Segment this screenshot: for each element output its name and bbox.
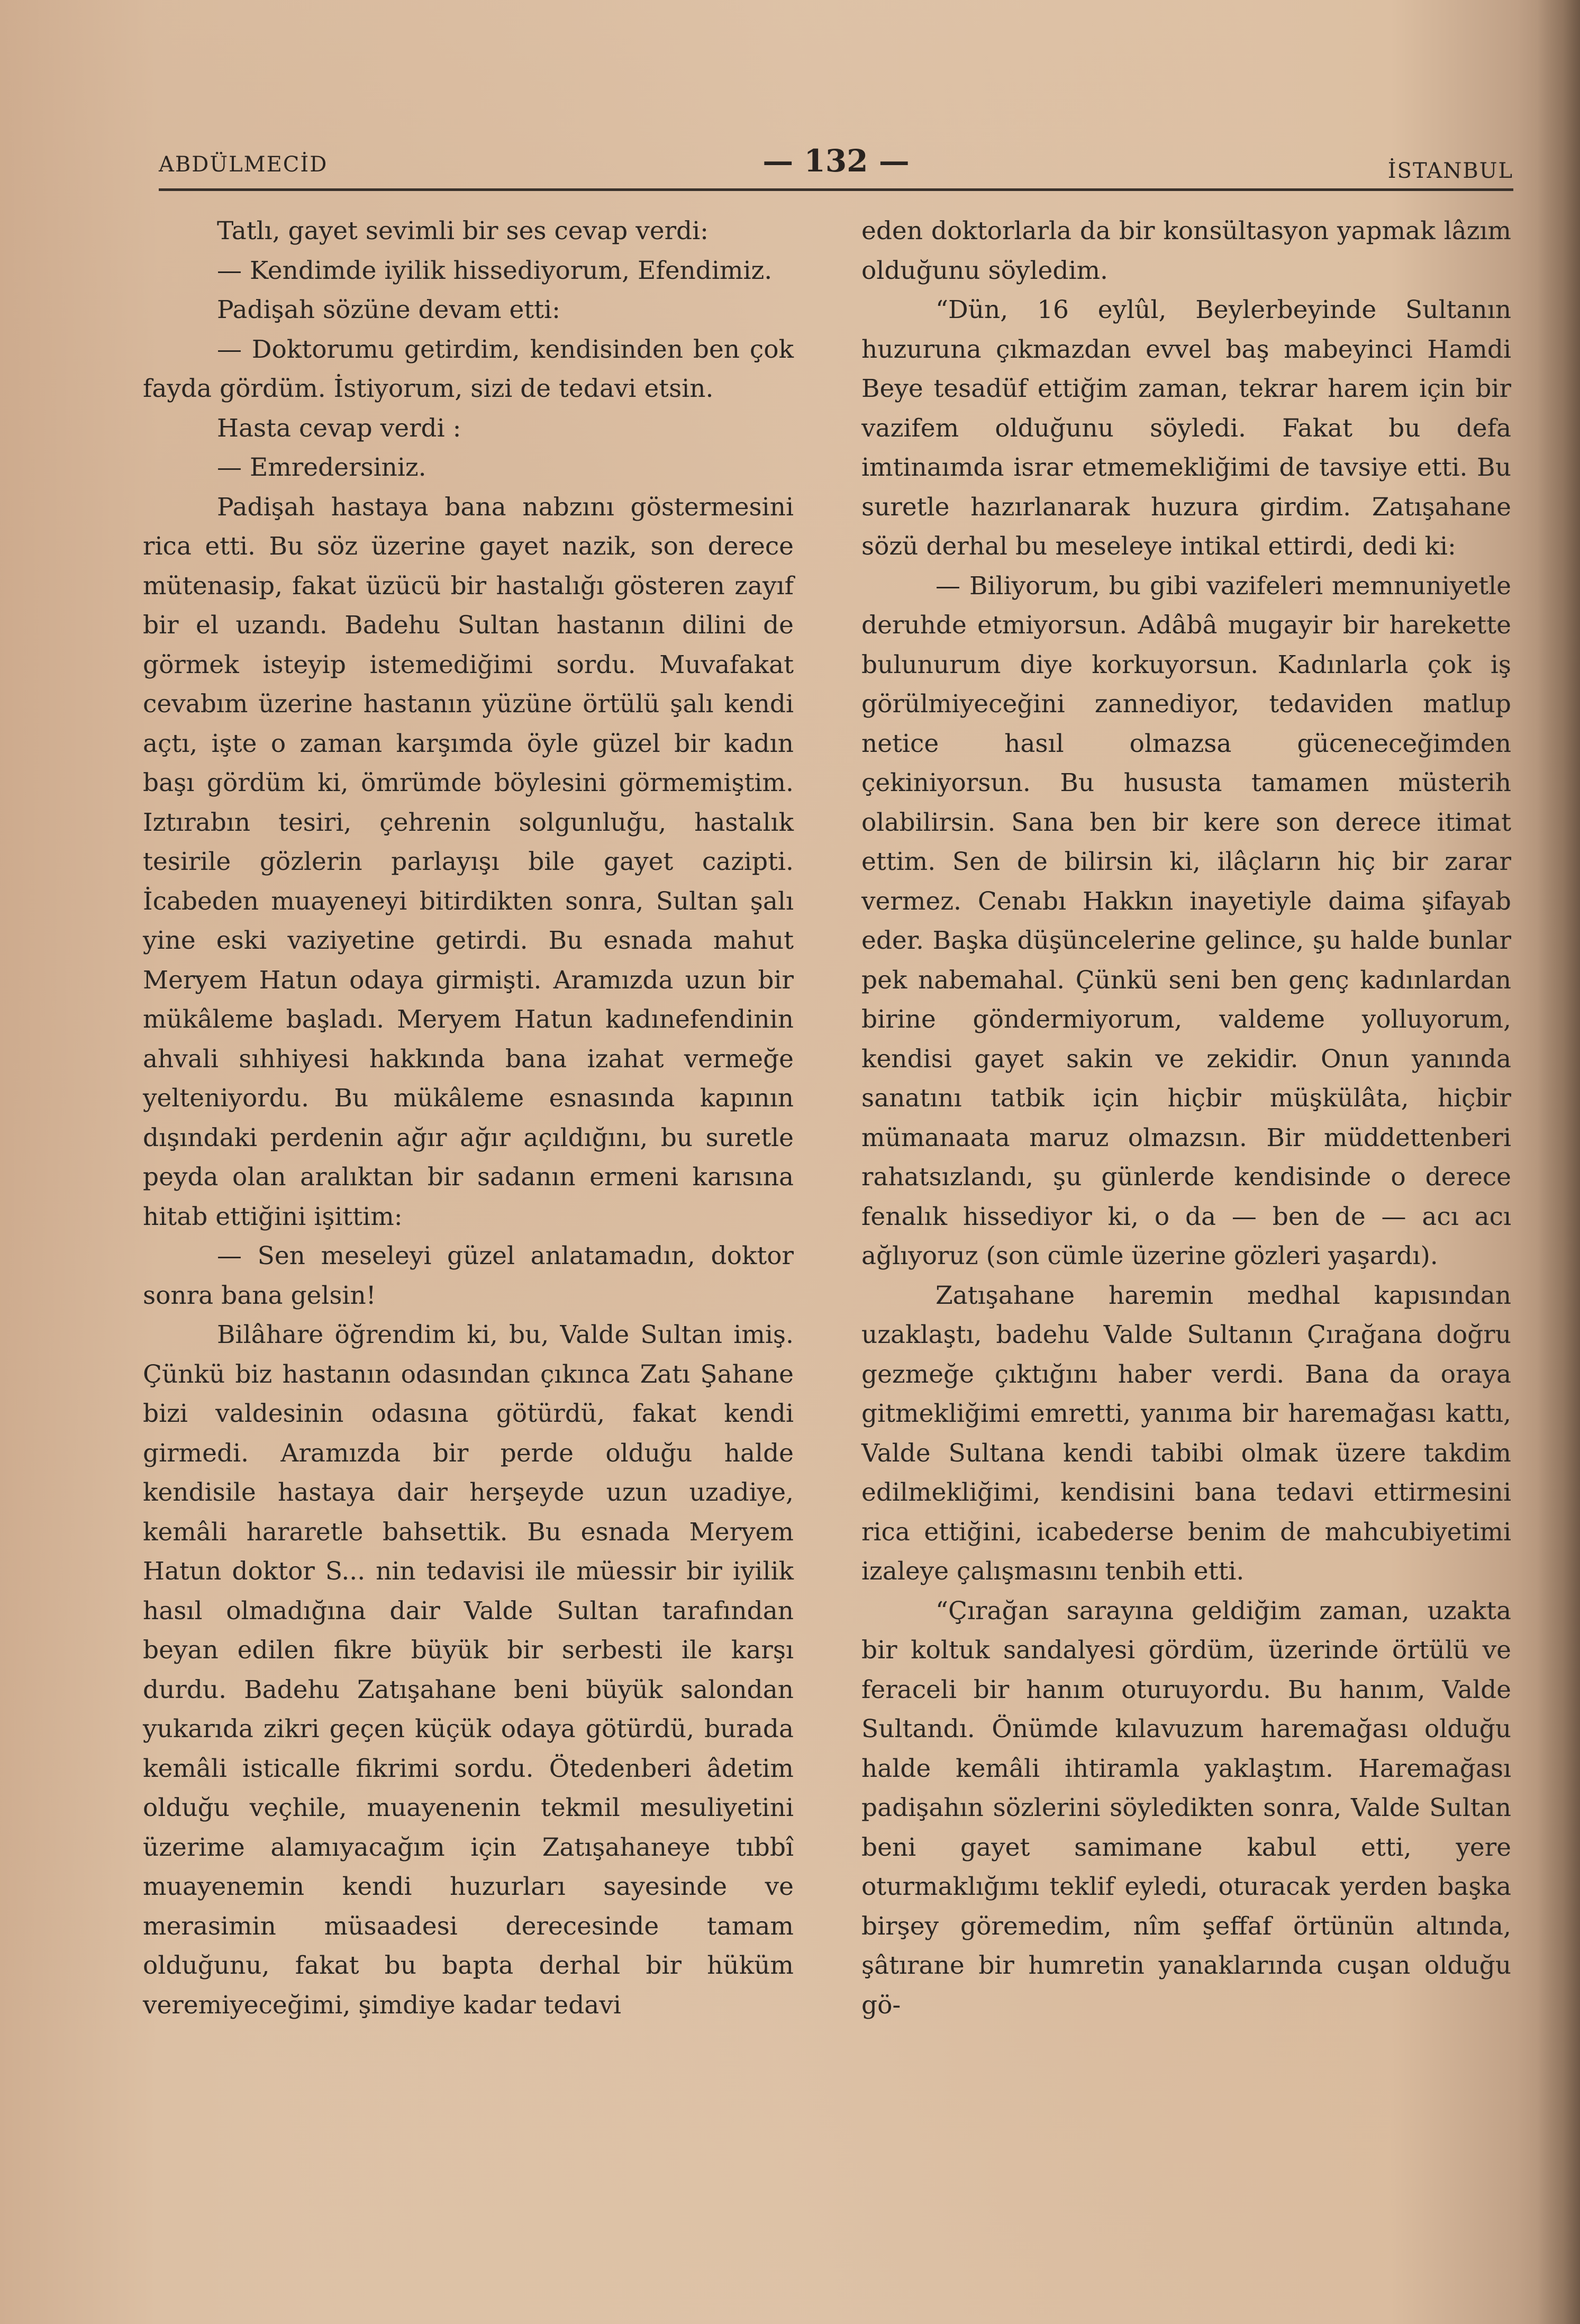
left-column [143, 212, 794, 2025]
header-left: ABDÜLMECİD [159, 152, 328, 177]
paragraph: — Emredersiniz. [217, 453, 426, 482]
paragraph: — Biliyorum, bu gibi vazifeleri memnuniyetle deruhde etmiyorsun. Adâbâ mugayir bir harekette bulunurum diye korkuyorsun. Kadınlarla çok iş görülmiyeceğini zannediyor, tedaviden matlup netice hasıl olmazsa güceneceğimden çekiniyorsun. Bu hususta tamamen müsterih olabilirsin. Sana ben bir kere son derece itimat ettim. Sen de bilirsin ki, ilâçların hiç bir zarar vermez. Cenabı Hakkın inayetiyle daima şifayab eder. Başka düşüncelerine gelince, şu halde bunlar pek nabemahal. Çünkü seni ben genç kadınlardan birine göndermiyorum, valdeme yolluyorum, kendisi gayet sakin ve zekidir. Onun yanında sanatını tatbik için hiçbir müşkülâta, hiçbir mümanaata maruz olmazsın. Bir müddettenberi rahatsızlandı, şu günlerde kendisinde o derece fenalık hissediyor ki, o da — ben de — acı acı ağlıyoruz (son cümle üzerine gözleri yaşardı). [861, 571, 1511, 1270]
paragraph: Tatlı, gayet sevimli bir ses cevap verdi: [217, 216, 709, 246]
header-rule [159, 188, 1513, 191]
header-right: İSTANBUL [1387, 159, 1513, 183]
page-number: — 132 — [762, 143, 910, 179]
paragraph: — Sen meseleyi güzel anlatamadın, doktor sonra bana gelsin! [143, 1241, 794, 1310]
right-column [861, 212, 1511, 2025]
paragraph: Padişah hastaya bana nabzını göstermesini rica etti. Bu söz üzerine gayet nazik, son derece mütenasip, fakat üzücü bir hastalığı gösteren zayıf bir el uzandı. Badehu Sultan hastanın dilini de görmek isteyip istemediğimi sordu. Muvafakat cevabım üzerine hastanın yüzüne örtülü şalı kendi açtı, işte o zaman karşımda öyle güzel bir kadın başı gördüm ki, ömrümde böylesini görmemiştim. Iztırabın tesiri, çehrenin solgunluğu, hastalık tesirile gözlerin parlayışı bile gayet cazipti. İcabeden muayeneyi bitirdikten sonra, Sultan şalı yine eski vaziyetine getirdi. Bu esnada mahut Meryem Hatun odaya girmişti. Aramızda uzun bir mükâleme başladı. Meryem Hatun kadınefendinin ahvali sıhhiyesi hakkında bana izahat vermeğe yelteniyordu. Bu mükâleme esnasında kapının dışındaki perdenin ağır ağır açıldığını, bu suretle peyda olan aralıktan bir sadanın ermeni karısına hitab ettiğini işittim: [143, 492, 794, 1231]
paragraph: Hasta cevap verdi : [217, 413, 461, 443]
paragraph: — Doktorumu getirdim, kendisinden ben çok fayda gördüm. İstiyorum, sizi de tedavi etsin. [143, 334, 794, 403]
paragraph: “Dün, 16 eylûl, Beylerbeyinde Sultanın huzuruna çıkmazdan evvel baş mabeyinci Hamdi Beye tesadüf ettiğim zaman, tekrar harem için bir vazifem olduğunu söyledi. Fakat bu defa imtinaımda israr etmemekliğimi de tavsiye etti. Bu suretle hazırlanarak huzura girdim. Zatışahane sözü derhal bu meseleye intikal ettirdi, dedi ki: [861, 295, 1511, 561]
paragraph: Bilâhare öğrendim ki, bu, Valde Sultan imiş. Çünkü biz hastanın odasından çıkınca Zatı Şahane bizi valdesinin odasına götürdü, fakat kendi girmedi. Aramızda bir perde olduğu halde kendisile hastaya dair herşeyde uzun uzadiye, kemâli hararetle bahsettik. Bu esnada Meryem Hatun doktor S... nin tedavisi ile müessir bir iyilik hasıl olmadığına dair Valde Sultan tarafından beyan edilen fikre büyük bir serbesti ile karşı durdu. Badehu Zatışahane beni büyük salondan yukarıda zikri geçen küçük odaya götürdü, burada kemâli isticalle fikrimi sordu. Ötedenberi âdetim olduğu veçhile, muayenenin tekmil mesuliyetini üzerime alamıyacağım için Zatışahaneye tıbbî muayenemin kendi huzurları sayesinde ve merasimin müsaadesi derecesinde tamam olduğunu, fakat bu bapta derhal bir hüküm veremiyeceğimi, şimdiye kadar tedavi [143, 1320, 794, 2020]
paragraph: eden doktorlarla da bir konsültasyon yapmak lâzım olduğunu söyledim. [861, 216, 1511, 285]
page-spine-shadow [1538, 0, 1580, 2324]
running-header [159, 143, 1513, 185]
paragraph: Zatışahane haremin medhal kapısından uzaklaştı, badehu Valde Sultanın Çırağana doğru gezmeğe çıktığını haber verdi. Bana da oraya gitmekliğimi emretti, yanıma bir haremağası kattı, Valde Sultana kendi tabibi olmak üzere takdim edilmekliğimi, kendisini bana tedavi ettirmesini rica ettiğini, icabederse benim de mahcubiyetimi izaleye çalışmasını tenbih etti. [861, 1281, 1511, 1586]
paragraph: — Kendimde iyilik hissediyorum, Efendimiz. [217, 256, 773, 285]
paragraph: Padişah sözüne devam etti: [217, 295, 560, 324]
paragraph: “Çırağan sarayına geldiğim zaman, uzakta bir koltuk sandalyesi gördüm, üzerinde örtülü ve feraceli bir hanım oturuyordu. Bu hanım, Valde Sultandı. Önümde kılavuzum haremağası olduğu halde kemâli ihtiramla yaklaştım. Haremağası padişahın sözlerini söyledikten sonra, Valde Sultan beni gayet samimane kabul etti, yere oturmaklığımı teklif eyledi, oturacak yerden başka birşey göremedim, nîm şeffaf örtünün altında, şâtırane bir humretin yanaklarında cuşan olduğu gö- [861, 1596, 1511, 2020]
